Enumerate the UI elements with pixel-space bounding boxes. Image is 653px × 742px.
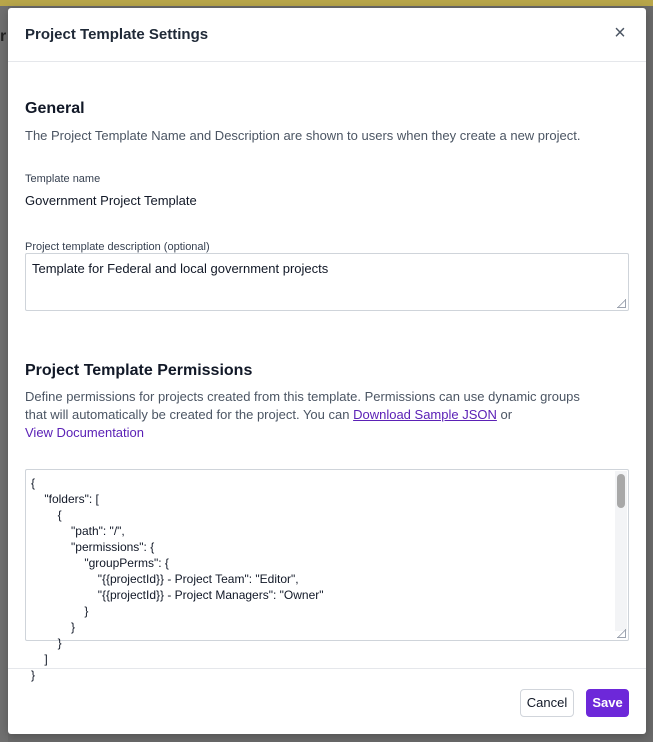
permissions-help-line1: Define permissions for projects created from this template. Permissions can use dynamic groups xyxy=(25,389,580,404)
template-description-textarea[interactable] xyxy=(25,253,629,311)
background-text: r xyxy=(0,28,7,45)
template-name-field[interactable]: Government Project Template xyxy=(25,193,197,208)
template-name-label: Template name xyxy=(25,173,101,185)
permissions-json-editor[interactable] xyxy=(25,469,629,682)
dialog-title: Project Template Settings xyxy=(25,26,209,43)
dialog-body[interactable] xyxy=(8,63,646,682)
resize-handle-icon[interactable] xyxy=(617,299,626,308)
view-documentation-link[interactable]: View Documentation xyxy=(25,425,144,440)
background-top-bar xyxy=(0,0,653,6)
general-heading: General xyxy=(25,100,85,117)
template-description-label: Project template description (optional) xyxy=(25,241,210,253)
json-editor-resize-handle-icon[interactable] xyxy=(617,629,626,638)
project-template-settings-dialog xyxy=(8,8,646,734)
background-sidebar xyxy=(0,6,8,742)
close-icon[interactable]: × xyxy=(614,22,626,44)
template-description-value: Template for Federal and local government projects xyxy=(32,261,329,276)
json-editor-scrollbar-thumb[interactable] xyxy=(617,474,625,508)
cancel-button[interactable]: Cancel xyxy=(520,689,574,717)
permissions-help-line2: that will automatically be created for the project. You can xyxy=(25,407,354,422)
dialog-footer xyxy=(8,668,646,734)
save-button[interactable]: Save xyxy=(586,689,629,717)
permissions-help-text xyxy=(25,388,625,442)
permissions-help-or: or xyxy=(496,407,513,422)
permissions-heading: Project Template Permissions xyxy=(25,362,253,379)
dialog-header xyxy=(8,8,646,62)
permissions-json-text: { "folders": [ { "path": "/", "permissions": { "groupPerms": { "{{projectId}} - Project Team": "Editor", "{{projectId}} - Project Managers": "Owner" } } } ] } xyxy=(31,476,324,682)
general-help-text: The Project Template Name and Description are shown to users when they create a new project. xyxy=(25,128,581,143)
download-sample-json-link[interactable]: Download Sample JSON xyxy=(353,407,497,422)
